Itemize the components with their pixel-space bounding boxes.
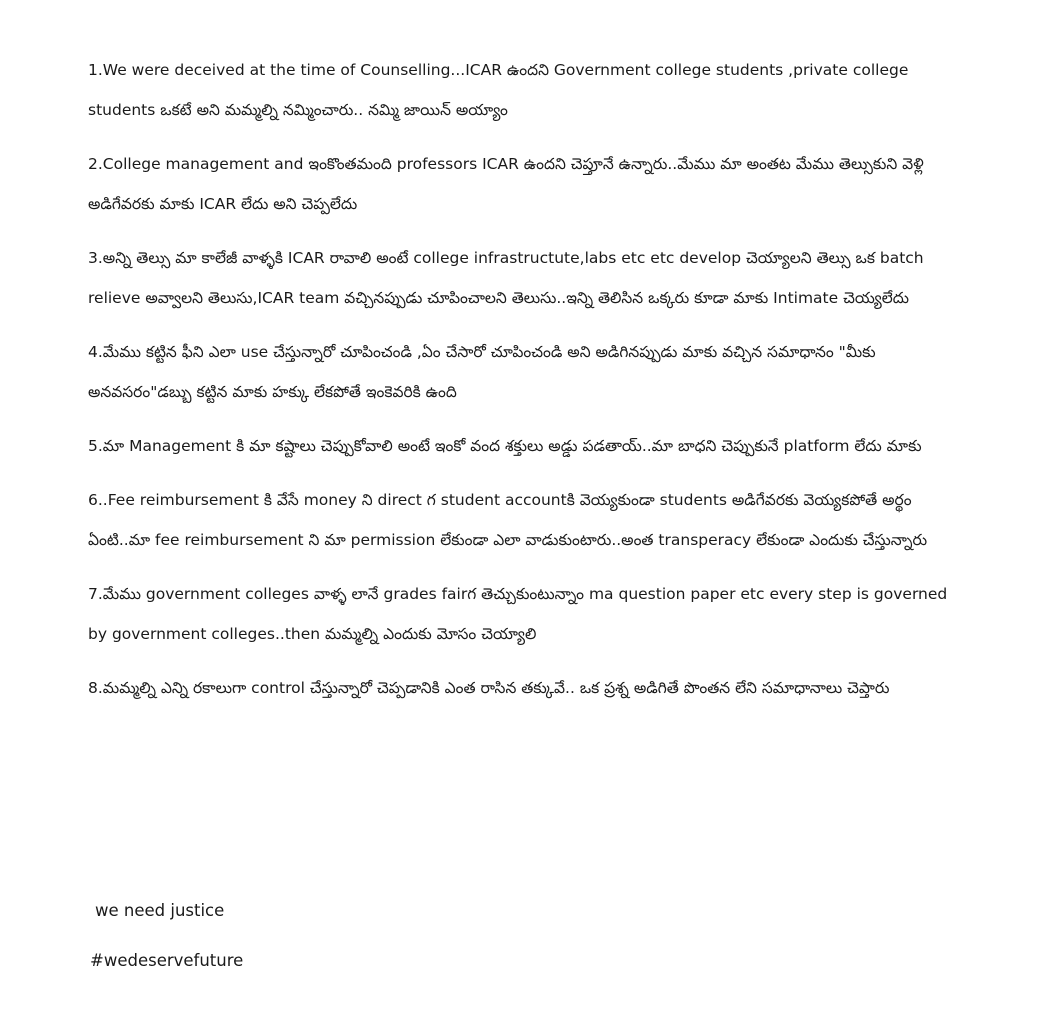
closing-statement: we need justice <box>95 901 225 920</box>
hashtag: #wedeservefuture <box>90 951 244 970</box>
grievance-point-3: 3.అన్ని తెల్సు మా కాలేజీ వాళ్ళకి ICAR రావాలి అంటే college infrastructute,labs etc etc develop చెయ్యాలని తెల్సు ఒక batch relieve అవ్వాలని తెలుసు,ICAR team వచ్చినప్పుడు చూపించాలని తెలుసు..ఇన్ని తెలిసిన ఒక్కరు కూడా మాకు Intimate చెయ్యలేదు <box>88 249 924 307</box>
grievance-point-1: 1.We were deceived at the time of Counselling...ICAR ఉందని Government college students ,private college students ఒకటే అని మమ్మల్ని నమ్మించారు.. నమ్మి జాయిన్ అయ్యాం <box>88 61 909 119</box>
grievance-point-8: 8.మమ్మల్ని ఎన్ని రకాలుగా control చేస్తున్నారో చెప్పడానికి ఎంత రాసిన తక్కువే.. ఒక ప్రశ్న అడిగితే పొంతన లేని సమాధానాలు చెప్తారు <box>88 679 890 697</box>
grievance-point-4: 4.మేము కట్టిన ఫీని ఎలా use చేస్తున్నారో చూపించండి ,ఏం చేసారో చూపించండి అని అడిగినప్పుడు మాకు వచ్చిన సమాధానం "మీకు అనవసరం"డబ్బు కట్టిన మాకు హక్కు లేకపోతే ఇంకెవరికి ఉంది <box>88 343 876 401</box>
grievance-point-2: 2.College management and ఇంకొంతమంది professors ICAR ఉందని చెప్తూనే ఉన్నారు..మేము మా అంతట మేము తెల్సుకుని వెళ్లి అడిగేవరకు మాకు ICAR లేదు అని చెప్పలేదు <box>88 155 924 213</box>
grievance-point-5: 5.మా Management కి మా కష్టాలు చెప్పుకోవాలి అంటే ఇంకో వంద శక్తులు అడ్డు పడతాయ్..మా బాధని చెప్పుకునే platform లేదు మాకు <box>88 437 922 455</box>
grievance-point-6: 6..Fee reimbursement కి వేసే money ని direct గ student accountకి వెయ్యకుండా students అడిగేవరకు వెయ్యకపోతే అర్థం ఏంటి..మా fee reimbursement ని మా permission లేకుండా ఎలా వాడుకుంటారు..అంత transperacy లేకుండా ఎందుకు చేస్తున్నారు <box>88 491 928 549</box>
grievance-list <box>88 50 970 722</box>
grievance-point-7: 7.మేము government colleges వాళ్ళ లానే grades fairగ తెచ్చుకుంటున్నాం ma question paper etc every step is governed by government colleges..then మమ్మల్ని ఎందుకు మోసం చెయ్యాలి <box>88 585 948 643</box>
